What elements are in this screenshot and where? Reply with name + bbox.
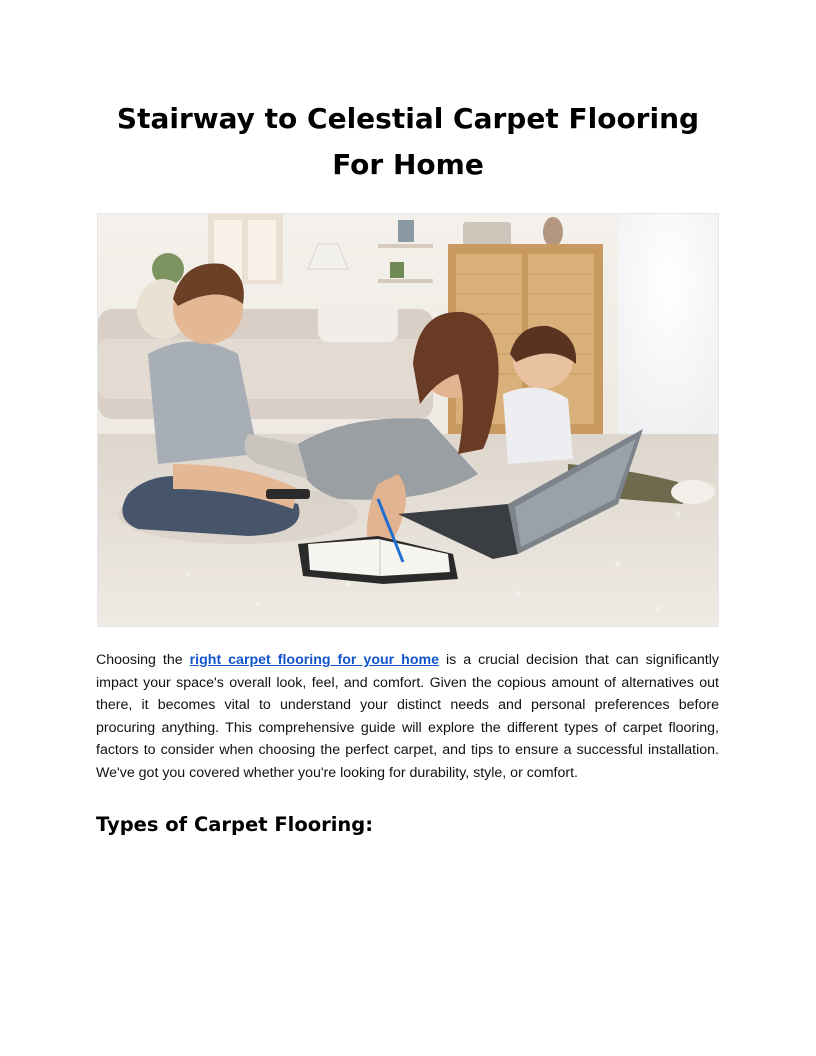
intro-text-after-link: is a crucial decision that can significantly impact your space's overall look, feel, and comfort. Given the copious amount of alternatives out there, it becomes vital to understand your distinct needs and personal preferences before procuring anything. This comprehensive guide will explore the different types of carpet flooring, factors to consider when choosing the perfect carpet, and tips to ensure a successful installation. We've got you covered whether you're looking for durability, style, or comfort.	[96, 652, 719, 781]
document-title: Stairway to Celestial Carpet Flooring For Home	[116, 102, 700, 181]
intro-text-before-link: Choosing the	[96, 652, 190, 668]
family-on-carpet-illustration	[98, 214, 719, 627]
section-heading-types: Types of Carpet Flooring:	[96, 813, 374, 836]
intro-paragraph	[96, 649, 719, 785]
carpet-flooring-link[interactable]: right carpet flooring for your home	[189, 652, 439, 668]
hero-photo	[97, 213, 719, 627]
